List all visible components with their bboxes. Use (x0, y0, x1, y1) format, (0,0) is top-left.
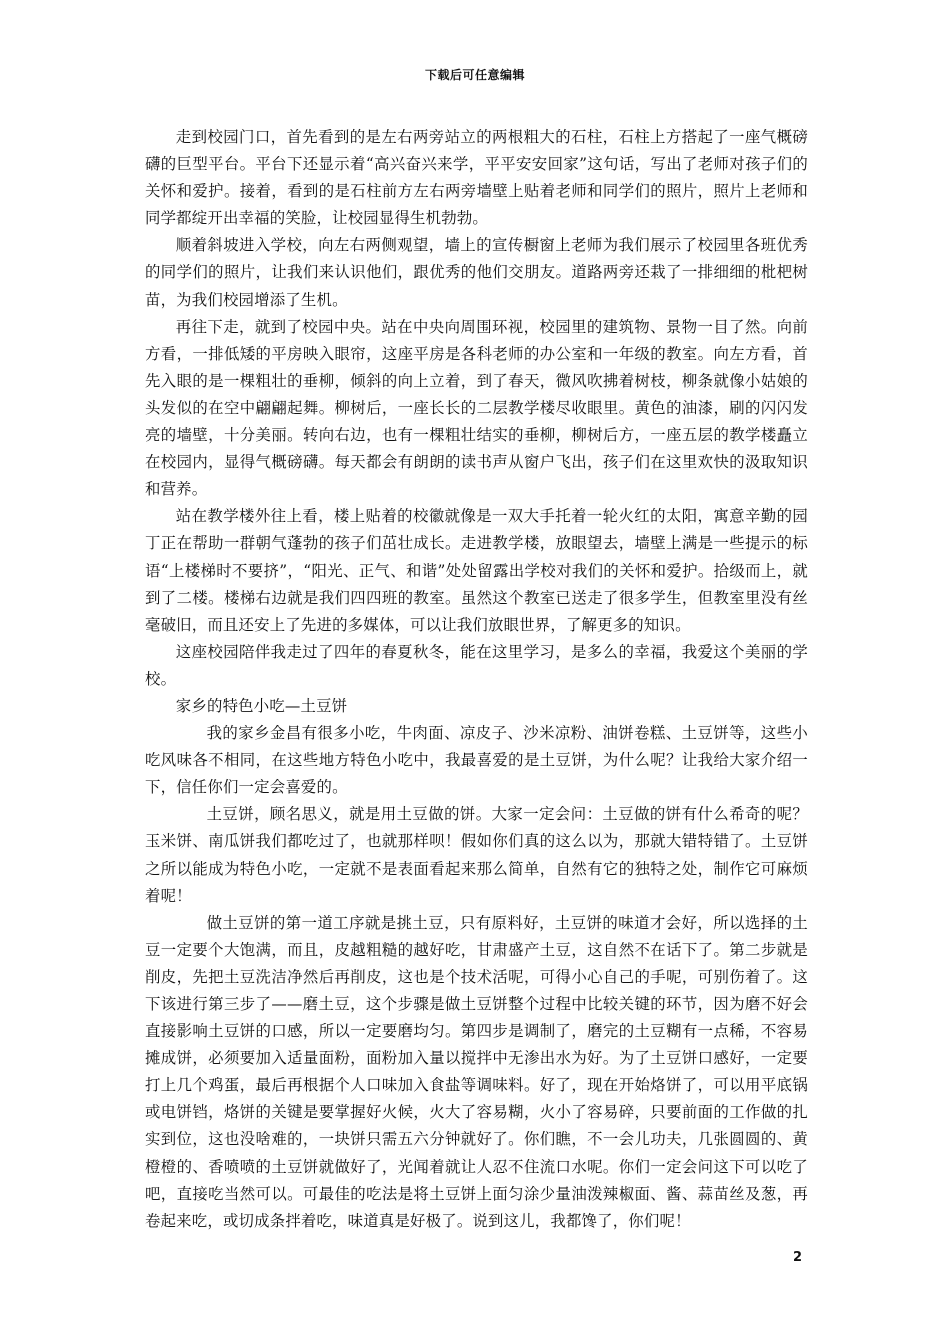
page-number: 2 (793, 1250, 803, 1265)
paragraph-slope: 顺着斜坡进入学校，向左右两侧观望，墙上的宣传橱窗上老师为我们展示了校园里各班优秀的同学们的照片，让我们来认识他们，跟优秀的他们交朋友。道路两旁还栽了一排细细的枇杷树苗，为我们校园增添了生机。 (145, 236, 808, 309)
essay-title: 家乡的特色小吃—土豆饼 (175, 696, 348, 715)
page-header: 下载后可任意编辑 (424, 68, 525, 82)
paragraph-teaching-building: 站在教学楼外往上看，楼上贴着的校徽就像是一双大手托着一轮火红的太阳，寓意辛勤的园丁正在帮助一群朝气蓬勃的孩子们茁壮成长。走进教学楼，放眼望去，墙壁上满是一些提示的标语“上楼梯时不要挤”，“阳光、正气、和谐”处处留露出学校对我们的关怀和爱护。拾级而上，就到了二楼。楼梯右边就是我们四四班的教室。虽然这个教室已送走了很多学生，但教室里没有丝毫破旧，而且还安上了先进的多媒体，可以让我们放眼世界，了解更多的知识。 (145, 507, 808, 634)
paragraph-conclusion: 这座校园陪伴我走过了四年的春夏秋冬，能在这里学习，是多么的幸福，我爱这个美丽的学校。 (145, 642, 808, 688)
paragraph-intro: 我的家乡金昌有很多小吃，牛肉面、凉皮子、沙米凉粉、油饼卷糕、土豆饼等，这些小吃风味各不相同，在这些地方特色小吃中，我最喜爱的是土豆饼，为什么呢？让我给大家介绍一下，信任你们一定会喜爱的。 (145, 724, 808, 797)
document-body (145, 124, 808, 1235)
paragraph-process: 做土豆饼的第一道工序就是挑土豆，只有原料好，土豆饼的味道才会好，所以选择的土豆一定要个大饱满，而且，皮越粗糙的越好吃，甘肃盛产土豆，这自然不在话下了。第二步就是削皮，先把土豆洗洁净然后再削皮，这也是个技术活呢，可得小心自己的手呢，可别伤着了。这下该进行第三步了——磨土豆，这个步骤是做土豆饼整个过程中比较关键的环节，因为磨不好会直接影响土豆饼的口感，所以一定要磨均匀。第四步是调制了，磨完的土豆糊有一点稀，不容易摊成饼，必须要加入适量面粉，面粉加入量以搅拌中无渗出水为好。为了土豆饼口感好，一定要打上几个鸡蛋，最后再根据个人口味加入食盐等调味料。好了，现在开始烙饼了，可以用平底锅或电饼铛，烙饼的关键是要掌握好火候，火大了容易糊，火小了容易碎，只要前面的工作做的扎实到位，这也没啥难的，一块饼只需五六分钟就好了。你们瞧，不一会儿功夫，几张圆圆的、黄橙橙的、香喷喷的土豆饼就做好了，光闻着就让人忍不住流口水呢。你们一定会问这下可以吃了吧，直接吃当然可以。可最佳的吃法是将土豆饼上面匀涂少量油泼辣椒面、酱、蒜苗丝及葱，再卷起来吃，或切成条拌着吃，味道真是好极了。说到这儿，我都馋了，你们呢！ (145, 913, 808, 1230)
paragraph-definition: 土豆饼，顾名思义，就是用土豆做的饼。大家一定会问：土豆做的饼有什么希奇的呢？玉米饼、南瓜饼我们都吃过了，也就那样呗！假如你们真的这么以为，那就大错特错了。土豆饼之所以能成为特色小吃，一定就不是表面看起来那么简单，自然有它的独特之处，制作它可麻烦着呢！ (145, 805, 808, 905)
paragraph-school-gate: 走到校园门口，首先看到的是左右两旁站立的两根粗大的石柱，石柱上方搭起了一座气概磅礴的巨型平台。平台下还显示着“高兴奋兴来学，平平安安回家”这句话，写出了老师对孩子们的关怀和爱护。接着，看到的是石柱前方左右两旁墙壁上贴着老师和同学们的照片，照片上老师和同学都绽开出幸福的笑脸，让校园显得生机勃勃。 (145, 128, 808, 228)
paragraph-campus-center: 再往下走，就到了校园中央。站在中央向周围环视，校园里的建筑物、景物一目了然。向前方看，一排低矮的平房映入眼帘，这座平房是各科老师的办公室和一年级的教室。向左方看，首先入眼的是一棵粗壮的垂柳，倾斜的向上立着，到了春天，微风吹拂着树枝，柳条就像小姑娘的头发似的在空中翩翩起舞。柳树后，一座长长的二层教学楼尽收眼里。黄色的油漆，刷的闪闪发亮的墙壁，十分美丽。转向右边，也有一棵粗壮结实的垂柳，柳树后方，一座五层的教学楼矗立在校园内，显得气概磅礴。每天都会有朗朗的读书声从窗户飞出，孩子们在这里欢快的汲取知识和营养。 (145, 317, 808, 499)
